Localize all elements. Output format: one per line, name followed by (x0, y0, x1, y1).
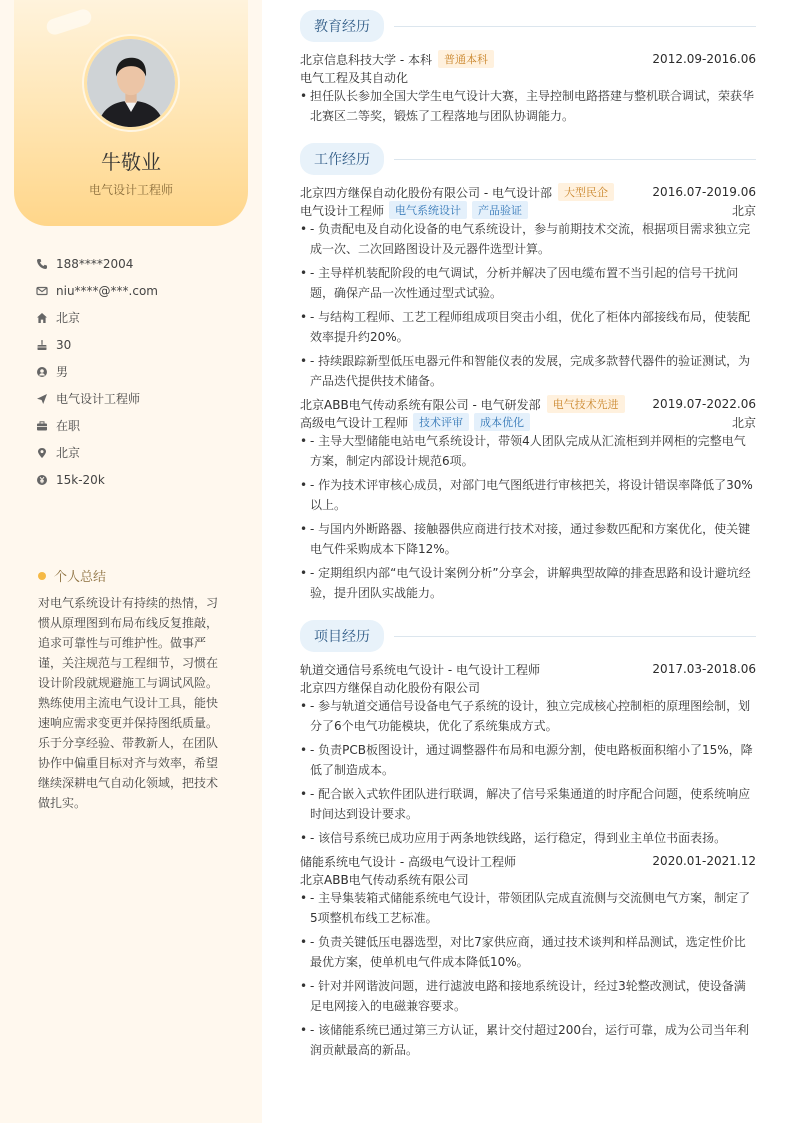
info-job-intent-text: 电气设计工程师 (56, 392, 141, 406)
list-item: • - 负责配电及自动化设备的电气系统设计，参与前期技术交流，根据项目需求独立完成一次、二次回路图设计及元器件选型计算。 (300, 219, 756, 259)
school-name: 北京信息科技大学 - 本科 (300, 52, 432, 67)
candidate-name: 牛敬业 (101, 150, 161, 174)
list-item: • - 主导样机装配阶段的电气调试，分析并解决了因电缆布置不当引起的信号干扰问题，确保产品一次性通过型式试验。 (300, 263, 756, 303)
skill-tag: 技术评审 (413, 413, 469, 431)
project-company-row (300, 870, 756, 888)
bullet-dot-icon (38, 572, 46, 580)
info-phone (36, 250, 246, 277)
project-company-row (300, 678, 756, 696)
work-section (300, 144, 756, 607)
mail-icon (36, 285, 48, 297)
info-home-text: 北京 (56, 311, 81, 325)
list-item: • - 持续跟踪新型低压电器元件和智能仪表的发展，完成多款替代器件的验证测试，为产品迭代提供技术储备。 (300, 351, 756, 391)
list-item: • - 参与轨道交通信号设备电气子系统的设计，独立完成核心控制柜的原理图绘制，划分了6个电气功能模块，优化了系统集成方式。 (300, 696, 756, 736)
job-position: 高级电气设计工程师 (300, 415, 409, 430)
list-item: • - 主导集装箱式储能系统电气设计，带领团队完成直流侧与交流侧电气方案，制定了5项整机布线工艺标准。 (300, 888, 756, 928)
list-item: • - 配合嵌入式软件团队进行联调，解决了信号采集通道的时序配合问题，使系统响应时间达到设计要求。 (300, 784, 756, 824)
project-bullets (300, 696, 756, 848)
candidate-title: 电气设计工程师 (88, 183, 173, 197)
location-pin-icon (36, 447, 48, 459)
info-gender (36, 358, 246, 385)
education-bullets (300, 86, 756, 126)
education-title: 教育经历 (300, 10, 384, 42)
list-item: • - 与国内外断路器、接触器供应商进行技术对接，通过参数匹配和方案优化，使关键电气件采购成本下降12%。 (300, 519, 756, 559)
info-age (36, 331, 246, 358)
cake-icon (36, 339, 48, 351)
gender-icon (36, 366, 48, 378)
project-date: 2017.03-2018.06 (652, 662, 756, 676)
project-header (300, 852, 756, 870)
info-status-text: 在职 (56, 419, 81, 433)
education-heading (300, 11, 756, 41)
job-entry (300, 183, 756, 391)
education-date: 2012.09-2016.06 (652, 52, 756, 66)
org-tag: 大型民企 (558, 183, 614, 201)
projects-heading (300, 621, 756, 651)
contact-info-list (36, 250, 246, 493)
info-email (36, 277, 246, 304)
section-divider (394, 159, 756, 160)
phone-icon (36, 258, 48, 270)
job-position-row (300, 201, 756, 219)
salary-icon (36, 474, 48, 486)
job-header (300, 395, 756, 413)
skill-tag: 电气系统设计 (389, 201, 467, 219)
info-gender-text: 男 (56, 365, 69, 379)
info-salary (36, 466, 246, 493)
job-city: 北京 (731, 203, 756, 218)
home-icon (36, 312, 48, 324)
info-job-intent (36, 385, 246, 412)
list-item: • - 定期组织内部“电气设计案例分析”分享会，讲解典型故障的排查思路和设计避坑经验，提升团队实战能力。 (300, 563, 756, 603)
briefcase-icon (36, 420, 48, 432)
decorative-shape (45, 7, 94, 36)
work-heading (300, 144, 756, 174)
list-item: • - 与结构工程师、工艺工程师组成项目突击小组，优化了柜体内部接线布局，使装配效率提升约20%。 (300, 307, 756, 347)
job-entry (300, 395, 756, 603)
projects-title: 项目经历 (300, 620, 384, 652)
project-name: 轨道交通信号系统电气设计 - 电气设计工程师 (300, 662, 540, 677)
list-item: • - 负责PCB板图设计，通过调整器件布局和电源分割，使电路板面积缩小了15%，降低了制造成本。 (300, 740, 756, 780)
project-name: 储能系统电气设计 - 高级电气设计工程师 (300, 854, 516, 869)
info-email-text: niu****@***.com (56, 283, 158, 298)
education-major-row (300, 68, 756, 86)
summary-heading-text: 个人总结 (54, 570, 107, 585)
job-bullets (300, 431, 756, 603)
sidebar (0, 0, 262, 1123)
list-item: • - 负责关键低压电器选型，对比7家供应商，通过技术谈判和样品测试，选定性价比最优方案，使单机电气件成本降低10%。 (300, 932, 756, 972)
section-divider (394, 636, 756, 637)
list-item: • - 主导大型储能电站电气系统设计，带领4人团队完成从汇流柜到并网柜的完整电气方案，制定内部设计规范6项。 (300, 431, 756, 471)
info-phone-text: 188****2004 (56, 256, 134, 271)
send-icon (36, 393, 48, 405)
avatar (84, 36, 178, 130)
skill-tag: 成本优化 (474, 413, 530, 431)
education-entry-header (300, 50, 756, 68)
summary-heading (38, 566, 106, 585)
project-entry (300, 852, 756, 1060)
education-section (300, 11, 756, 130)
job-city: 北京 (731, 415, 756, 430)
project-entry (300, 660, 756, 848)
skill-tag: 产品验证 (472, 201, 528, 219)
info-status (36, 412, 246, 439)
list-item: • - 该储能系统已通过第三方认证，累计交付超过200台，运行可靠，成为公司当年利润贡献最高的新品。 (300, 1020, 756, 1060)
job-date: 2016.07-2019.06 (652, 185, 756, 199)
list-item: • - 针对并网谐波问题，进行滤波电路和接地系统设计，经过3轮整改测试，使设备满足电网接入的电磁兼容要求。 (300, 976, 756, 1016)
work-title: 工作经历 (300, 143, 384, 175)
project-date: 2020.01-2021.12 (652, 854, 756, 868)
org-tag: 电气技术先进 (547, 395, 625, 413)
info-location (36, 439, 246, 466)
section-divider (394, 26, 756, 27)
list-item: • - 作为技术评审核心成员，对部门电气图纸进行审核把关，将设计错误率降低了30%以上。 (300, 475, 756, 515)
list-item: • 担任队长参加全国大学生电气设计大赛，主导控制电路搭建与整机联合调试，荣获华北赛区二等奖，锻炼了工程落地与团队协调能力。 (300, 86, 756, 126)
project-header (300, 660, 756, 678)
info-age-text: 30 (56, 337, 72, 352)
info-home (36, 304, 246, 331)
school-tag: 普通本科 (438, 50, 494, 68)
summary-text: 对电气系统设计有持续的热情，习惯从原理图到布局布线反复推敲，追求可靠性与可维护性。做事严谨，关注规范与工程细节，习惯在设计阶段就规避施工与调试风险。熟练使用主流电气设计工具，能快速响应需求变更并保持图纸质量。乐于分享经验、带教新人，在团队协作中偏重目标对齐与效率，希望继续深耕电气自动化领域，把技术做扎实。 (38, 596, 219, 810)
job-position-row (300, 413, 756, 431)
major: 电气工程及其自动化 (300, 70, 409, 85)
info-salary-text: 15k-20k (56, 472, 105, 487)
job-date: 2019.07-2022.06 (652, 397, 756, 411)
job-position: 电气设计工程师 (300, 203, 385, 218)
project-bullets (300, 888, 756, 1060)
project-company: 北京ABB电气传动系统有限公司 (300, 872, 469, 887)
job-header (300, 183, 756, 201)
list-item: • - 该信号系统已成功应用于两条地铁线路，运行稳定，得到业主单位书面表扬。 (300, 828, 756, 848)
project-company: 北京四方继保自动化股份有限公司 (300, 680, 481, 695)
job-bullets (300, 219, 756, 391)
job-company: 北京四方继保自动化股份有限公司 - 电气设计部 (300, 185, 552, 200)
info-location-text: 北京 (56, 446, 81, 460)
job-company: 北京ABB电气传动系统有限公司 - 电气研发部 (300, 397, 541, 412)
projects-section (300, 621, 756, 1064)
